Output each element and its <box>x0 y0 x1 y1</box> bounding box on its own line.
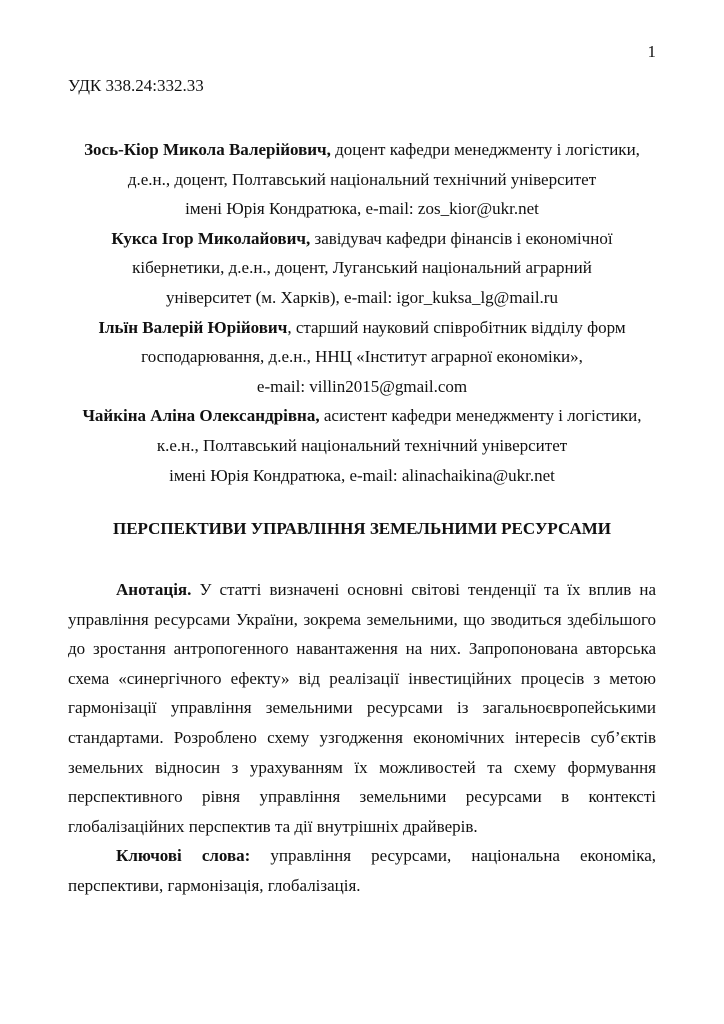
abstract-line: схема «синергічного ефекту» від реалізації інвестиційних процесів з метою <box>68 668 656 688</box>
author-position: , старший науковий співробітник відділу форм <box>287 317 626 337</box>
udk-code: УДК 338.24:332.33 <box>68 76 204 95</box>
author-contact: e-mail: villin2015@gmail.com <box>256 376 468 396</box>
abstract-line: до зростання антропогенного навантаження на них. Запропонована авторська <box>68 639 656 659</box>
author-contact: імені Юрія Кондратюка, e-mail: alinachaikina@ukr.net <box>169 465 555 485</box>
author-affiliation: господарювання, д.е.н., ННЦ «Інститут аграрної економіки», <box>141 347 583 367</box>
abstract-line: земельних відносин з урахуванням їх можливостей та схему формування <box>68 757 656 777</box>
keywords-text: управління ресурсами, національна економіка, <box>250 846 656 866</box>
author-line <box>60 313 664 343</box>
author-name: Кукса Ігор Миколайович, <box>111 228 311 248</box>
author-entry <box>60 224 664 313</box>
abstract-section <box>68 575 656 901</box>
author-entry <box>60 135 664 224</box>
abstract-label: Анотація. <box>116 580 192 599</box>
keywords-first-line <box>68 841 656 871</box>
author-contact: університет (м. Харків), e-mail: igor_kuksa_lg@mail.ru <box>166 287 558 307</box>
keywords-label: Ключові слова: <box>116 846 251 866</box>
author-line <box>60 135 664 165</box>
author-position: завідувач кафедри фінансів і економічної <box>310 228 613 248</box>
author-affiliation: к.е.н., Полтавський національний технічний університет <box>156 435 568 455</box>
author-affiliation: кібернетики, д.е.н., доцент, Луганський національний аграрний <box>132 258 592 278</box>
author-line <box>60 224 664 254</box>
author-position: асистент кафедри менеджменту і логістики, <box>319 406 642 426</box>
abstract-text: У статті визначені основні світові тенденції та їх вплив на <box>191 580 656 599</box>
article-title: ПЕРСПЕКТИВИ УПРАВЛІННЯ ЗЕМЕЛЬНИМИ РЕСУРСАМИ <box>113 519 611 538</box>
keywords-last-line: перспективи, гармонізація, глобалізація. <box>68 875 361 895</box>
author-name: Зось-Кіор Микола Валерійович, <box>84 140 331 159</box>
abstract-line: управління ресурсами України, зокрема земельними, що зводиться здебільшого <box>68 609 656 629</box>
abstract-line: перспективного рівня управління земельними ресурсами в контексті <box>68 787 656 807</box>
page-number: 1 <box>647 42 656 61</box>
authors-block <box>60 135 664 490</box>
abstract-last-line: глобалізаційних перспектив та дії внутрішніх драйверів. <box>68 816 478 836</box>
author-line <box>60 401 664 431</box>
abstract-first-line <box>68 575 656 605</box>
abstract-line: гармонізації управління земельними ресурсами із загальноєвропейськими <box>68 698 656 718</box>
author-position: доцент кафедри менеджменту і логістики, <box>330 140 640 159</box>
author-contact: імені Юрія Кондратюка, e-mail: zos_kior@ukr.net <box>185 199 539 219</box>
author-affiliation: д.е.н., доцент, Полтавський національний технічний університет <box>127 169 597 189</box>
author-entry <box>60 313 664 402</box>
author-name: Чайкіна Аліна Олександрівна, <box>82 406 320 426</box>
author-entry <box>60 401 664 490</box>
author-name: Ільїн Валерій Юрійович <box>98 317 288 337</box>
abstract-line: стандартами. Розроблено схему узгодження економічних інтересів суб’єктів <box>68 727 656 747</box>
